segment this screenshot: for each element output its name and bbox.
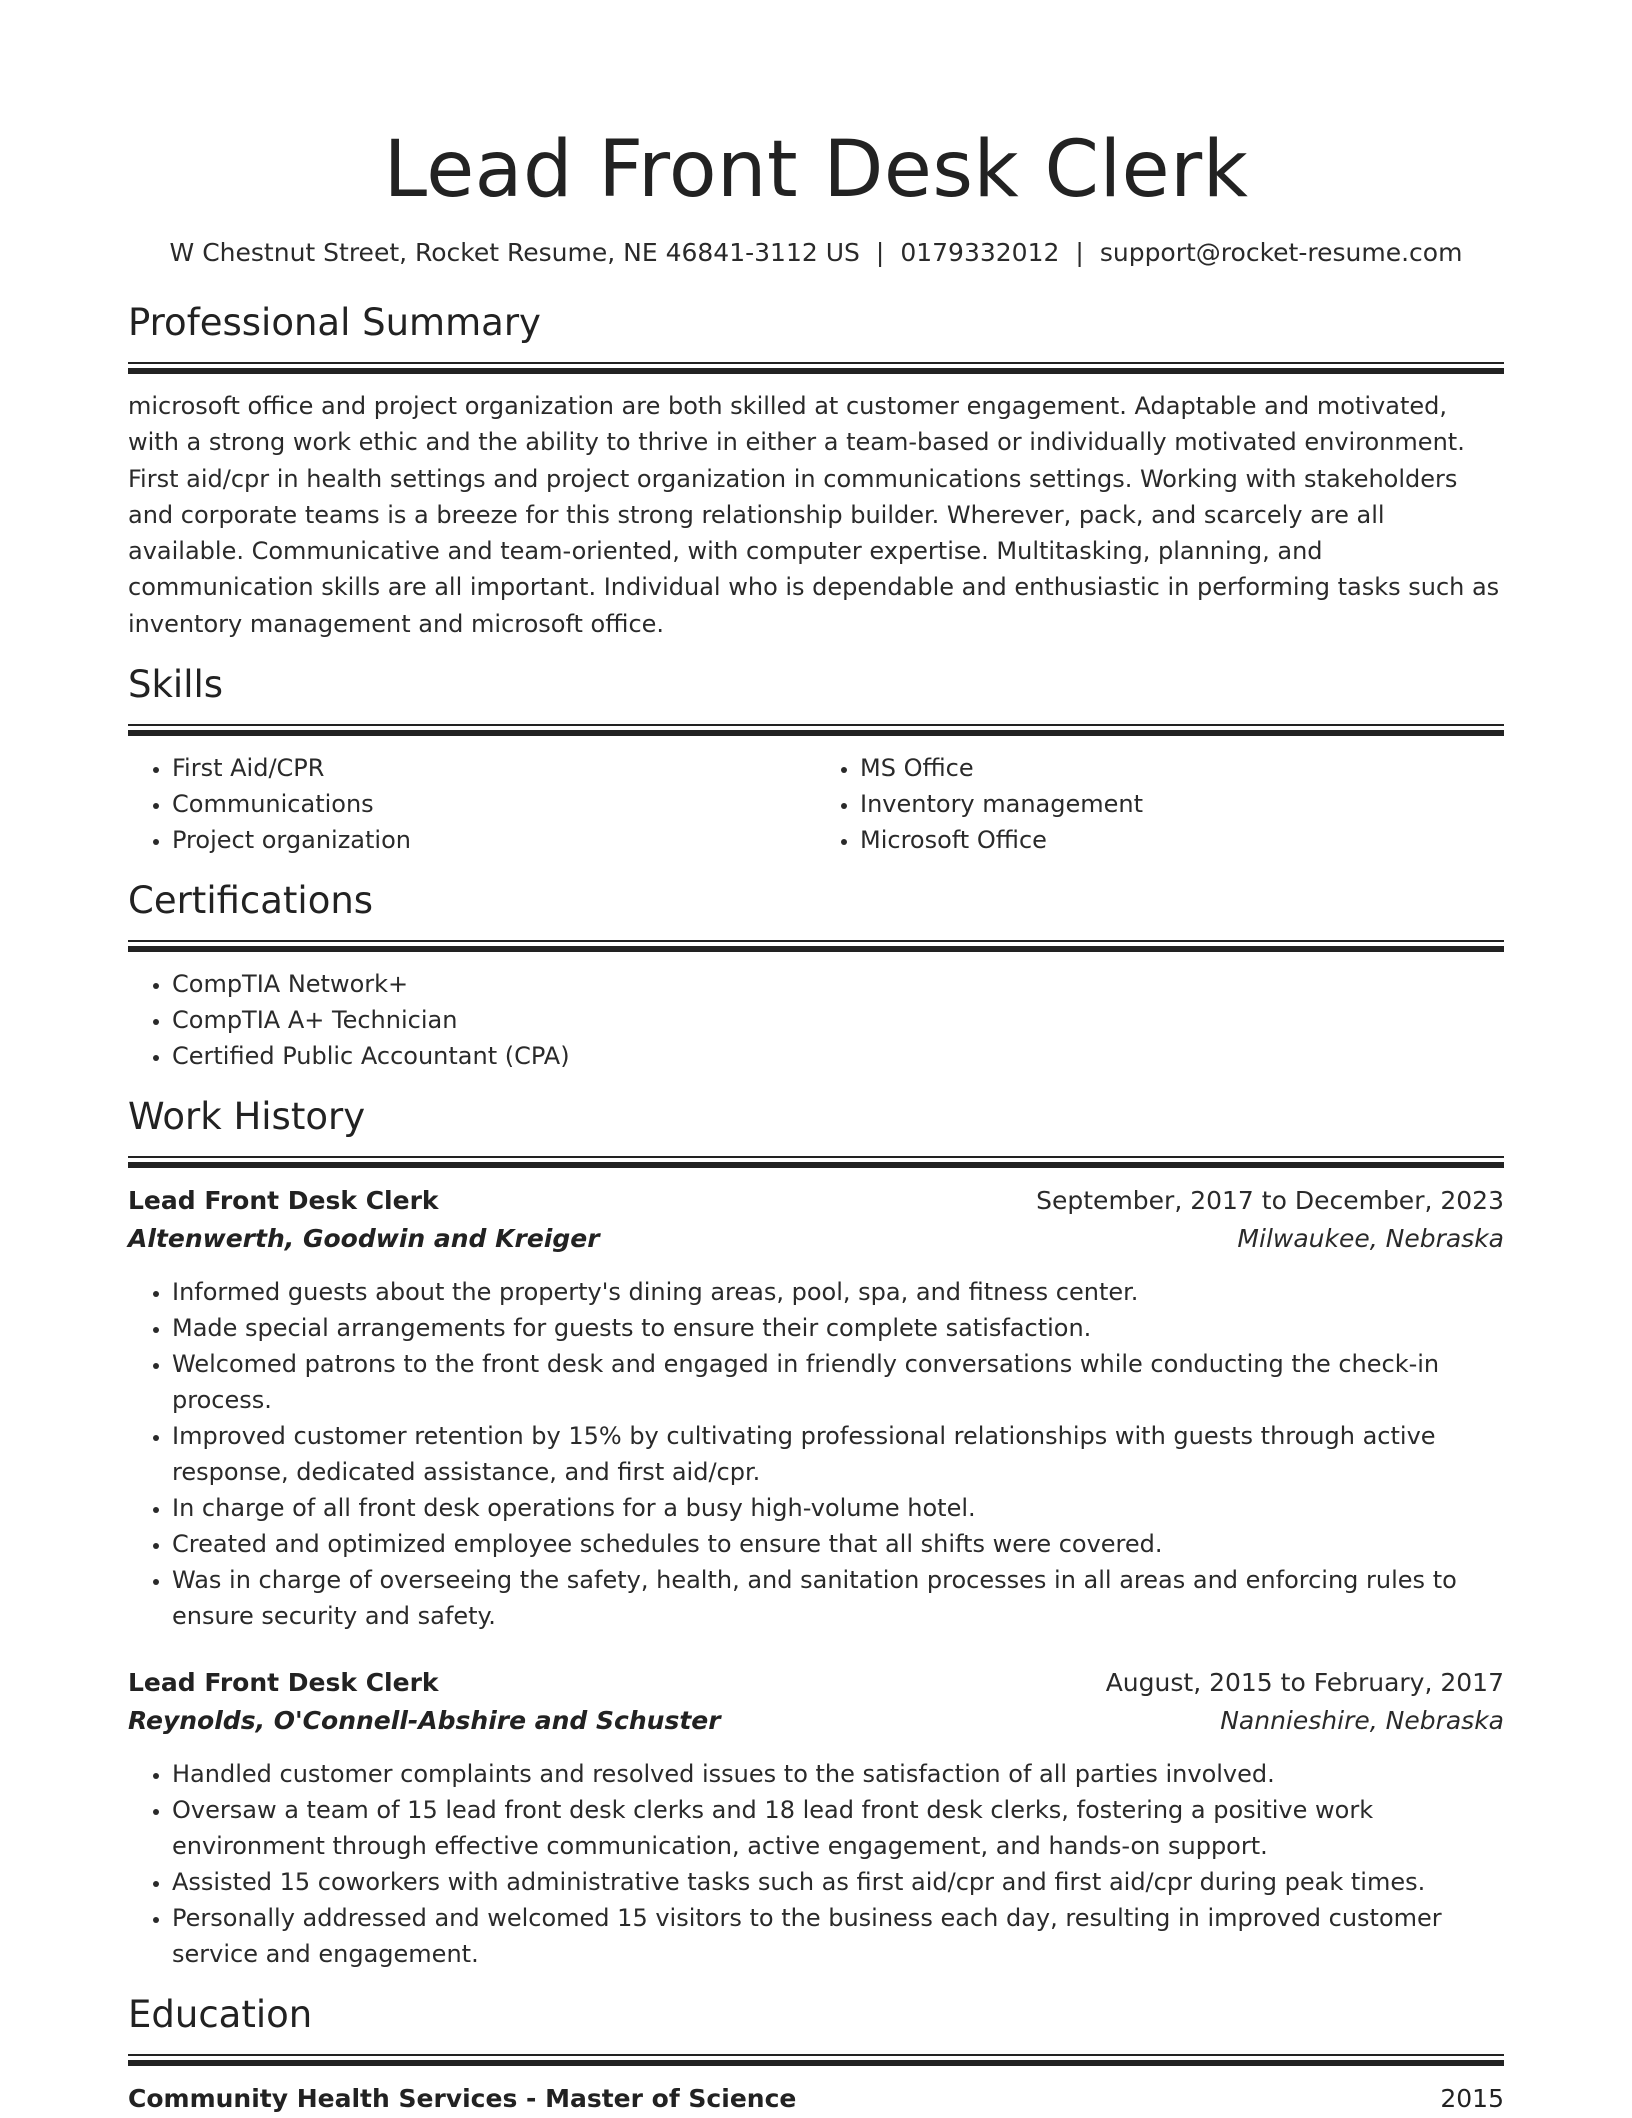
education-year: 2015 bbox=[1440, 2084, 1504, 2114]
summary-text: microsoft office and project organization are both skilled at customer engagement. Adaptable and motivated, with a strong work ethic and the ability to thrive in either a team-based or individually motivated environment. First aid/cpr in health settings and project organization in communications settings. Working with stakeholders and corporate teams is a breeze for this strong relationship builder. Wherever, pack, and scarcely are all available. Communicative and team-oriented, with computer expertise. Multitasking, planning, and communication skills are all important. Individual who is dependable and enthusiastic in performing tasks such as inventory management and microsoft office. bbox=[128, 392, 1500, 638]
job-dates: September, 2017 to December, 2023 bbox=[1036, 1186, 1504, 1216]
section-title-education: Education bbox=[128, 1993, 313, 2037]
job-bullet: • Handled customer complaints and resolved issues to the satisfaction of all parties involved. bbox=[172, 1756, 1504, 1792]
skill-item: • Communications bbox=[172, 786, 816, 822]
contact-separator: | bbox=[875, 238, 885, 267]
section-divider bbox=[128, 724, 1504, 736]
job-header bbox=[128, 1664, 1504, 1702]
skills-list-left bbox=[128, 750, 816, 858]
education-entry bbox=[128, 2080, 1504, 2118]
job-bullet: • In charge of all front desk operations for a busy high-volume hotel. bbox=[172, 1490, 1504, 1526]
job-bullet: • Assisted 15 coworkers with administrative tasks such as first aid/cpr and first aid/cpr during peak times. bbox=[172, 1864, 1504, 1900]
job-bullet: • Was in charge of overseeing the safety, health, and sanitation processes in all areas and enforcing rules to ensure security and safety. bbox=[172, 1562, 1504, 1634]
job-bullet: • Welcomed patrons to the front desk and engaged in friendly conversations while conducting the check-in process. bbox=[172, 1346, 1504, 1418]
job-title: Lead Front Desk Clerk bbox=[128, 1186, 439, 1216]
job-location: Nannieshire, Nebraska bbox=[1220, 1706, 1504, 1736]
job-entry bbox=[128, 1182, 1504, 1634]
job-company: Reynolds, O'Connell-Abshire and Schuster bbox=[128, 1706, 721, 1736]
section-title-work-history: Work History bbox=[128, 1095, 366, 1139]
contact-email[interactable]: support@rocket-resume.com bbox=[1099, 238, 1463, 267]
section-divider bbox=[128, 2054, 1504, 2066]
certifications-list bbox=[128, 966, 1504, 1074]
section-title-certifications: Certifications bbox=[128, 879, 374, 923]
skills-list-right bbox=[816, 750, 1504, 858]
job-bullet: • Created and optimized employee schedules to ensure that all shifts were covered. bbox=[172, 1526, 1504, 1562]
contact-line bbox=[128, 236, 1504, 270]
job-bullet: • Oversaw a team of 15 lead front desk clerks and 18 lead front desk clerks, fostering a positive work environment through effective communication, active engagement, and hands-on support. bbox=[172, 1792, 1504, 1864]
skill-item: • Microsoft Office bbox=[860, 822, 1504, 858]
job-bullet: • Informed guests about the property's dining areas, pool, spa, and fitness center. bbox=[172, 1274, 1504, 1310]
summary-section bbox=[128, 300, 1504, 642]
resume-page bbox=[128, 0, 1504, 2118]
skills-section bbox=[128, 662, 1504, 858]
section-title-skills: Skills bbox=[128, 663, 224, 707]
job-entry bbox=[128, 1664, 1504, 1972]
certification-item: • CompTIA Network+ bbox=[172, 966, 1504, 1002]
job-title: Lead Front Desk Clerk bbox=[128, 1668, 439, 1698]
job-bullet: • Made special arrangements for guests to ensure their complete satisfaction. bbox=[172, 1310, 1504, 1346]
job-bullets bbox=[128, 1274, 1504, 1634]
certification-item: • Certified Public Accountant (CPA) bbox=[172, 1038, 1504, 1074]
certifications-section bbox=[128, 878, 1504, 1074]
contact-phone: 0179332012 bbox=[900, 238, 1060, 267]
job-bullet: • Improved customer retention by 15% by cultivating professional relationships with guests through active response, dedicated assistance, and first aid/cpr. bbox=[172, 1418, 1504, 1490]
skill-item: • MS Office bbox=[860, 750, 1504, 786]
skill-item: • First Aid/CPR bbox=[172, 750, 816, 786]
education-section bbox=[128, 1992, 1504, 2118]
section-title-summary: Professional Summary bbox=[128, 301, 541, 344]
certification-item: • CompTIA A+ Technician bbox=[172, 1002, 1504, 1038]
skill-item: • Project organization bbox=[172, 822, 816, 858]
education-degree: Community Health Services - Master of Science bbox=[128, 2084, 797, 2114]
contact-address: W Chestnut Street, Rocket Resume, NE 46841-3112 US bbox=[169, 238, 860, 267]
section-divider bbox=[128, 940, 1504, 952]
job-company: Altenwerth, Goodwin and Kreiger bbox=[128, 1224, 600, 1254]
skills-columns bbox=[128, 750, 1504, 858]
resume-name: Lead Front Desk Clerk bbox=[383, 125, 1249, 215]
job-dates: August, 2015 to February, 2017 bbox=[1105, 1668, 1504, 1698]
job-location: Milwaukee, Nebraska bbox=[1237, 1224, 1504, 1254]
work-history-section bbox=[128, 1094, 1504, 1972]
job-bullet: • Personally addressed and welcomed 15 visitors to the business each day, resulting in improved customer service and engagement. bbox=[172, 1900, 1504, 1972]
job-subheader bbox=[128, 1702, 1504, 1740]
contact-separator: | bbox=[1075, 238, 1084, 267]
section-divider bbox=[128, 1156, 1504, 1168]
skill-item: • Inventory management bbox=[860, 786, 1504, 822]
job-header bbox=[128, 1182, 1504, 1220]
job-bullets bbox=[128, 1756, 1504, 1972]
section-divider bbox=[128, 362, 1504, 374]
job-subheader bbox=[128, 1220, 1504, 1258]
